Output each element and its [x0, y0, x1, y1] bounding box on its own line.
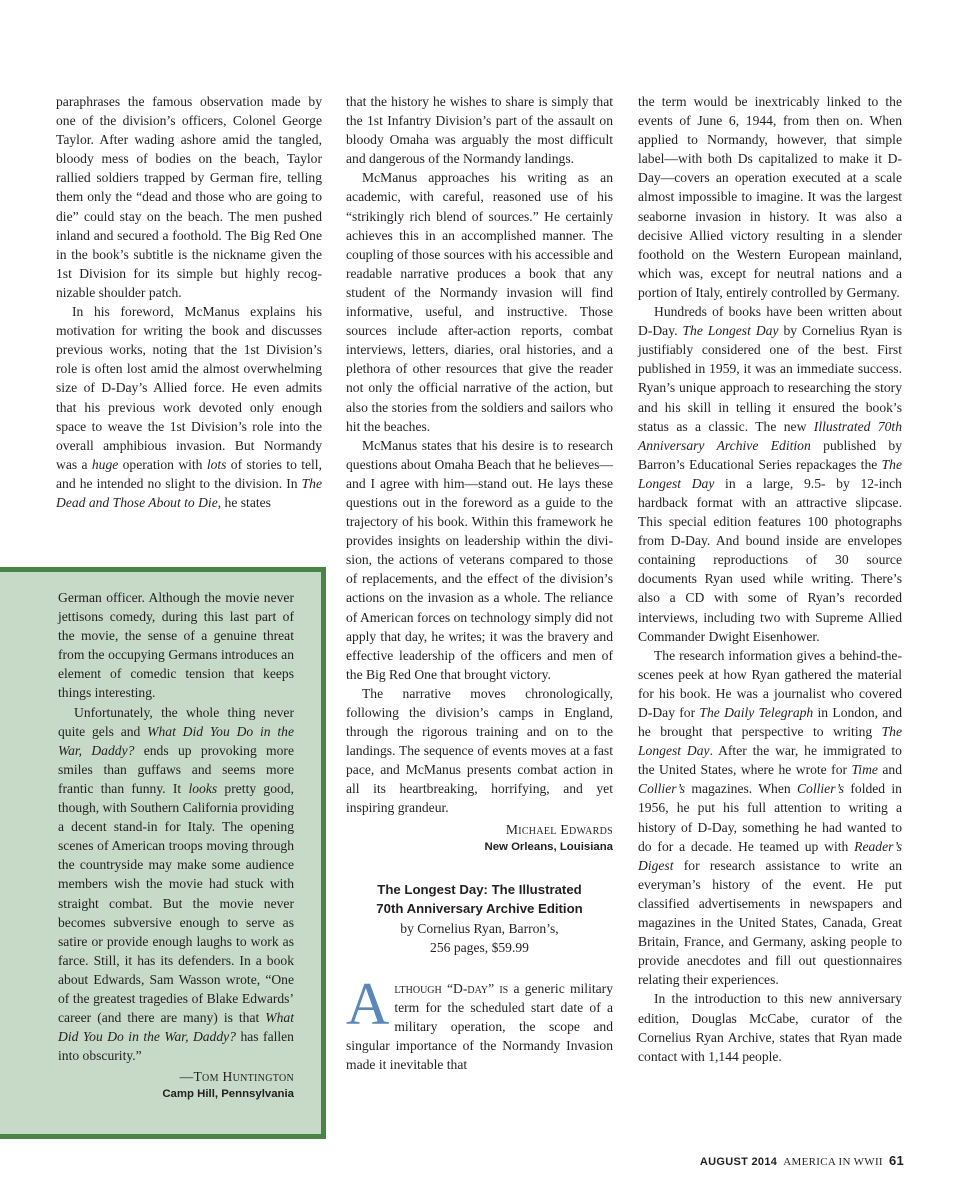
sidebar-text: [58, 588, 294, 1103]
page-footer: [700, 1153, 904, 1168]
reviewer-signature: Michael Edwards: [505, 821, 613, 837]
magazine-name: AMERICA IN WWII: [783, 1156, 883, 1168]
paragraph: The narrative moves chronologically, following the division’s camps in England, through the rigorous training and on to the landings. The sequence of events moves at a fast pace, and McManus presents combat action in all its heartbreaking, horrifying, and yet inspiring grandeur.: [346, 685, 613, 816]
paragraph: In the introduction to this new anniversary edition, Douglas McCabe, curator of the Cornelius Ryan Archive, states that Ryan made contact with 1,144 people.: [638, 991, 902, 1064]
book-title: The Longest Day: The Illustrated 70th Anniversary Archive Edition: [376, 881, 583, 917]
reviewer-location: Camp Hill, Pennsylvania: [162, 1088, 294, 1101]
right-column: [638, 92, 902, 1066]
paragraph: the term would be inextricably linked to the events of June 6, 1944, from then on. When applied to Normandy, however, that simple label—with both Ds capitalized to make it D-Day—covers an operation executed at a scale almost impossible to imagine. It was the largest seaborne invasion in history. It was also a decisive Allied victory resulting in a slender foothold on the Western European mainland, which was, except for neutral nations and a portion of Italy, entirely controlled by Germany.: [638, 94, 902, 300]
review-lead-paragraph: Although “D-day” is a generic military term for the scheduled start date of a military operation, the scope and singular importance of the Normandy Invasion made it inevitable that: [346, 970, 613, 1073]
paragraph: McManus approaches his writing as an academic, with careful, reasoned use of his “strikingly rich blend of sources.” He certainly achieves this in an accomplished manner. The coupling of those sources with his accessible and readable narrative produces a book that any student of the Normandy invasion will find informative, useful, and instructive. Those sources include after-action reports, combat interviews, letters, diaries, oral histories, and a plethora of other resources that give the reader not only the official narrative of the action, but also the stories from the soldiers and sailors who hit the beaches.: [346, 170, 613, 434]
paragraph: Unfortunately, the whole thing never quite gels and What Did You Do in the War, Daddy? ends up provoking more smiles than guffaws and seems more frantic than funny. It looks pretty good, though, with Southern California providing a decent stand-in for Italy. The opening scenes of American troops moving through the countryside may make some audience members wish the movie had stuck with straight combat. But the movie never becomes subversive enough to serve as satire or provide enough laughs to work as farce. Still, it has its defenders. In a book about Edwards, Sam Wasson wrote, “One of the greatest tragedies of Blake Edwards’ career (and there are many) is that What Did You Do in the War, Daddy? has fallen into obscurity.”: [58, 704, 295, 1064]
book-info: by Cornelius Ryan, Barron’s, 256 pages, $59.99: [400, 920, 559, 955]
middle-column: [346, 92, 613, 1074]
page-number: 61: [888, 1153, 904, 1168]
reviewer-location: New Orleans, Louisiana: [484, 840, 613, 853]
paragraph: McManus states that his desire is to research questions about Omaha Beach that he believes—and I agree with him—stand out. He lays these questions out in the foreword as a guide to the trajectory of his book. Within this framework he provides insights on leadership within the division, the actions of veterans compared to those of replacements, and the effect of the division’s actions on the invasion as a whole. The reliance of American forces on technology simply did not apply that day, he writes; it was the bravery and effective leadership of the officers and men of the Big Red One that brought victory.: [346, 437, 613, 682]
paragraph: paraphrases the famous observation made by one of the division’s officers, Colonel George Taylor. After wading ashore amid the tangled, bloody mess of bodies on the beach, Taylor rallied soldiers trapped by German fire, telling them only the “dead and those who are going to die” could stay on the beach. The men pushed inland and secured a foothold. The Big Red One in the book’s subtitle is the nickname given the 1st Division for its simple but highly recognizable shoulder patch.: [56, 94, 322, 300]
reviewer-signature: —Tom Huntington: [179, 1069, 294, 1085]
drop-cap: A: [346, 970, 390, 1037]
issue-date: AUGUST 2014: [699, 1156, 778, 1168]
paragraph: In his foreword, McManus explains his motivation for writing the book and discusses previous works, noting that the 1st Division’s role is often lost amid the almost overwhelming size of D-Day’s Allied force. He even admits that his previous work devoted only enough space to weave the 1st Division’s role into the overall amphibious invasion. But Normandy was a huge operation with lots of stories to tell, and he intended no slight to the division. In The Dead and Those About to Die, he states: [56, 304, 322, 510]
left-column: [56, 92, 322, 512]
paragraph: that the history he wishes to share is simply that the 1st Infantry Division’s part of the assault on bloody Omaha was arguably the most difficult and dangerous of the Normandy landings.: [346, 94, 613, 167]
paragraph: The research information gives a behind-the-scenes peek at how Ryan gathered the material for his book. He was a journalist who covered D-Day for The Daily Telegraph in London, and he brought that perspective to writing The Longest Day. After the war, he immigrated to the United States, where he wrote for Time and Collier’s magazines. When Collier’s folded in 1956, he put his full attention to writing a history of D-Day, something he had wanted to do for a decade. He teamed up with Reader’s Digest for research assistance to write an everyman’s history of the event. He put classified advertisements in newspapers and magazines in the United States, Canada, Great Britain, France, and Germany, asking people to provide anecdotes and fill out questionnaires relating their experiences.: [638, 647, 903, 988]
paragraph: Hundreds of books have been written about D-Day. The Longest Day by Cornelius Ryan is justifiably considered one of the best. First published in 1959, it was an immediate success. Ryan’s unique approach to researching the story and his skill in telling it ensured the book’s status as a classic. The new Illustrated 70th Anniversary Archive Edition published by Barron’s Educational Series repackages the The Longest Day in a large, 9.5- by 12-inch hardback format with an attractive slipcase. This special edition features 100 photographs from D-Day. And bound inside are envelopes containing reproductions of 30 source documents Ryan used while writing. There’s also a CD with some of Ryan’s recorded interviews, including two with Supreme Allied Commander Dwight Eisenhower.: [638, 304, 902, 644]
sidebar-review-box: [0, 567, 326, 1139]
paragraph: German officer. Although the movie never jettisons comedy, during this last part of the movie, the sense of a genuine threat from the occupying Germans introduces an element of comedic tension that keeps things interesting.: [58, 590, 294, 701]
